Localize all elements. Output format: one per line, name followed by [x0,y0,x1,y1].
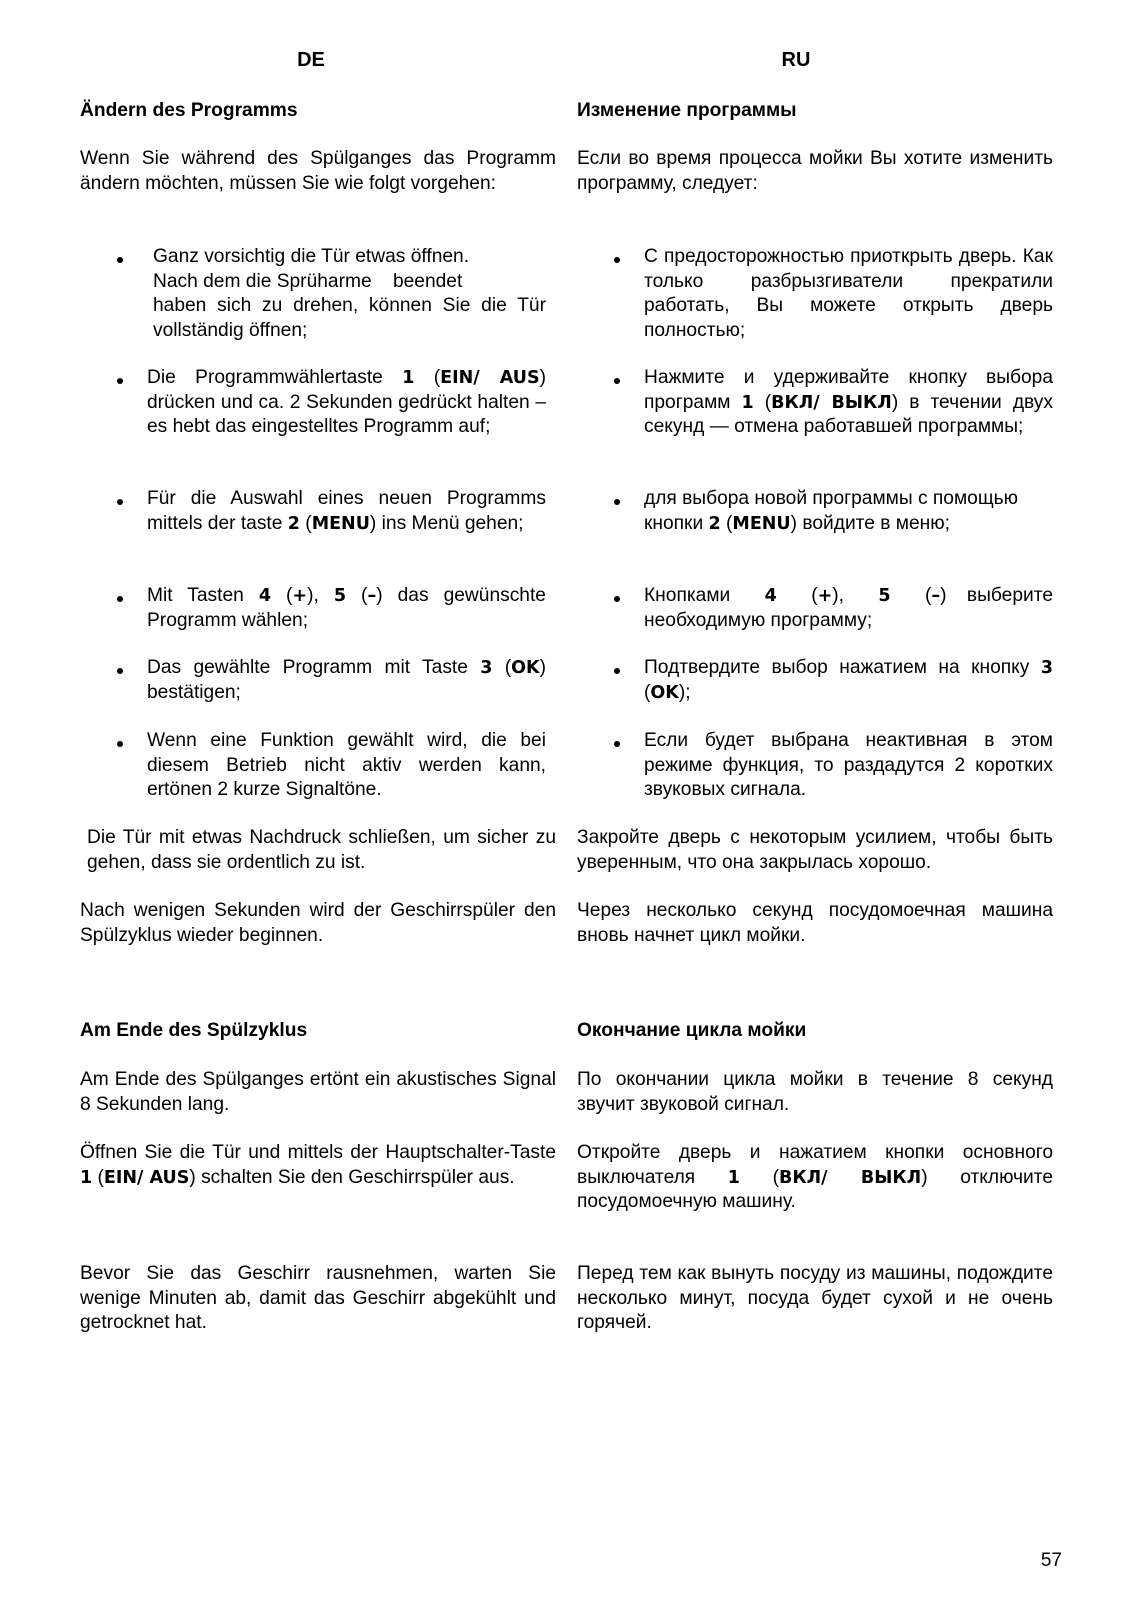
key-number: 4 [258,586,271,606]
restart-text: Через несколько секунд посудомоечная машина вновь начнет цикл мойки. [577,900,1053,946]
key-label: EIN/ AUS [103,1167,190,1188]
bullet-3-text: Für die Auswahl eines neuen Programms mittels der taste 2 (MENU) ins Menü gehen; [147,488,546,534]
bullet-6-text: Если будет выбрана неактивная в этом режиме функция, то раздадутся 2 коротких звуковых сигнала. [644,730,1053,801]
end-wait-text: Перед тем как вынуть посуду из машины, подождите несколько минут, посуда будет сухой и не очень горячей. [577,1263,1053,1334]
key-number: 1 [402,368,415,388]
key-number: 3 [480,658,493,678]
end-wait-text: Bevor Sie das Geschirr rausnehmen, warten Sie wenige Minuten ab, damit das Geschirr abgekühlt und getrocknet hat. [80,1263,556,1334]
bullet-dot [117,499,123,505]
key-number: 5 [878,586,891,606]
bullet-dot [117,257,123,263]
close-door-text: Закройте дверь с некоторым усилием, чтобы быть уверенным, что она закрылась хорошо. [577,827,1053,873]
change-intro-text: Wenn Sie während des Spülganges das Programm ändern möchten, müssen Sie wie folgt vorgehen: [80,148,556,194]
key-label: ВКЛ/ ВЫКЛ [771,392,892,413]
bullet-dot [614,499,620,505]
key-number: 4 [764,586,777,606]
key-label: MENU [732,513,791,534]
section-heading-change-program: Ändern des Programms [80,100,298,121]
end-signal-text: Am Ende des Spülganges ertönt ein akustisches Signal 8 Sekunden lang. [80,1069,556,1115]
bullet-dot [614,378,620,384]
key-number: 2 [287,513,300,534]
key-number: 5 [333,586,347,606]
end-signal-text: По окончании цикла мойки в течение 8 секунд звучит звуковой сигнал. [577,1069,1053,1115]
bullet-2-text: Нажмите и удерживайте кнопку выбора программ 1 (ВКЛ/ ВЫКЛ) в течении двух секунд — отмена работавшей программы; [644,367,1053,438]
key-symbol: + [817,586,833,606]
bullet-dot [117,596,123,602]
end-open-text: Откройте дверь и нажатием кнопки основного выключателя 1 (ВКЛ/ ВЫКЛ) отключите посудомоечную машину. [577,1142,1053,1213]
bullet-4-text: Кнопками 4 (+), 5 (–) выберите необходимую программу; [644,585,1053,631]
section-heading-end-cycle: Am Ende des Spülzyklus [80,1020,308,1041]
bullet-dot [614,596,620,602]
bullet-1-text: Ganz vorsichtig die Tür etwas öffnen. Nach dem die Sprüharme beendet haben sich zu drehen, können Sie die Tür vollständig öffnen; [153,246,546,342]
key-symbol: – [367,586,377,606]
bullet-4-text: Mit Tasten 4 (+), 5 (–) das gewünschte Programm wählen; [147,585,546,631]
section-heading-change-program: Изменение программы [577,100,797,121]
page-number: 57 [1040,1550,1062,1571]
change-intro-text: Если во время процесса мойки Вы хотите изменить программу, следует: [577,148,1053,194]
key-label: ВКЛ/ ВЫКЛ [778,1167,922,1188]
bullet-dot [614,741,620,747]
bullet-dot [117,668,123,674]
bullet-1-text: С предосторожностью приоткрыть дверь. Как только разбрызгиватели прекратили работать, Вы можете открыть дверь полностью; [644,246,1053,342]
key-label: MENU [311,513,370,534]
key-symbol: + [292,586,308,606]
restart-text: Nach wenigen Sekunden wird der Geschirrspüler den Spülzyklus wieder beginnen. [80,900,556,946]
bullet-6-text: Wenn eine Funktion gewählt wird, die bei diesem Betrieb nicht aktiv werden kann, ertönen 2 kurze Signaltöne. [147,730,546,801]
bullet-dot [117,378,123,384]
language-header-ru: RU [781,49,811,71]
close-door-text: Die Tür mit etwas Nachdruck schließen, um sicher zu gehen, dass sie ordentlich zu ist. [87,827,556,873]
bullet-dot [614,668,620,674]
language-header-de: DE [297,49,325,71]
bullet-5-text: Подтвердите выбор нажатием на кнопку 3 (OK); [644,657,1053,703]
key-number: 2 [708,513,721,534]
key-number: 1 [727,1167,740,1188]
bullet-dot [614,257,620,263]
key-number: 3 [1040,658,1053,678]
bullet-3-text: для выбора новой программы с помощью кнопки 2 (MENU) войдите в меню; [644,488,1018,534]
key-number: 1 [741,392,754,413]
key-label: EIN/ AUS [440,368,540,388]
key-symbol: – [931,586,941,606]
section-heading-end-cycle: Окончание цикла мойки [577,1020,807,1041]
bullet-2-text: Die Programmwählertaste 1 (EIN/ AUS) drücken und ca. 2 Sekunden gedrückt halten – es hebt das eingestelltes Programm auf; [147,367,546,438]
end-open-text: Öffnen Sie die Tür und mittels der Hauptschalter-Taste 1 (EIN/ AUS) schalten Sie den Geschirrspüler aus. [80,1142,556,1188]
key-label: OK [650,682,679,703]
bullet-5-text: Das gewählte Programm mit Taste 3 (OK) bestätigen; [147,657,546,703]
key-label: OK [511,658,540,678]
key-number: 1 [80,1167,93,1188]
bullet-dot [117,741,123,747]
